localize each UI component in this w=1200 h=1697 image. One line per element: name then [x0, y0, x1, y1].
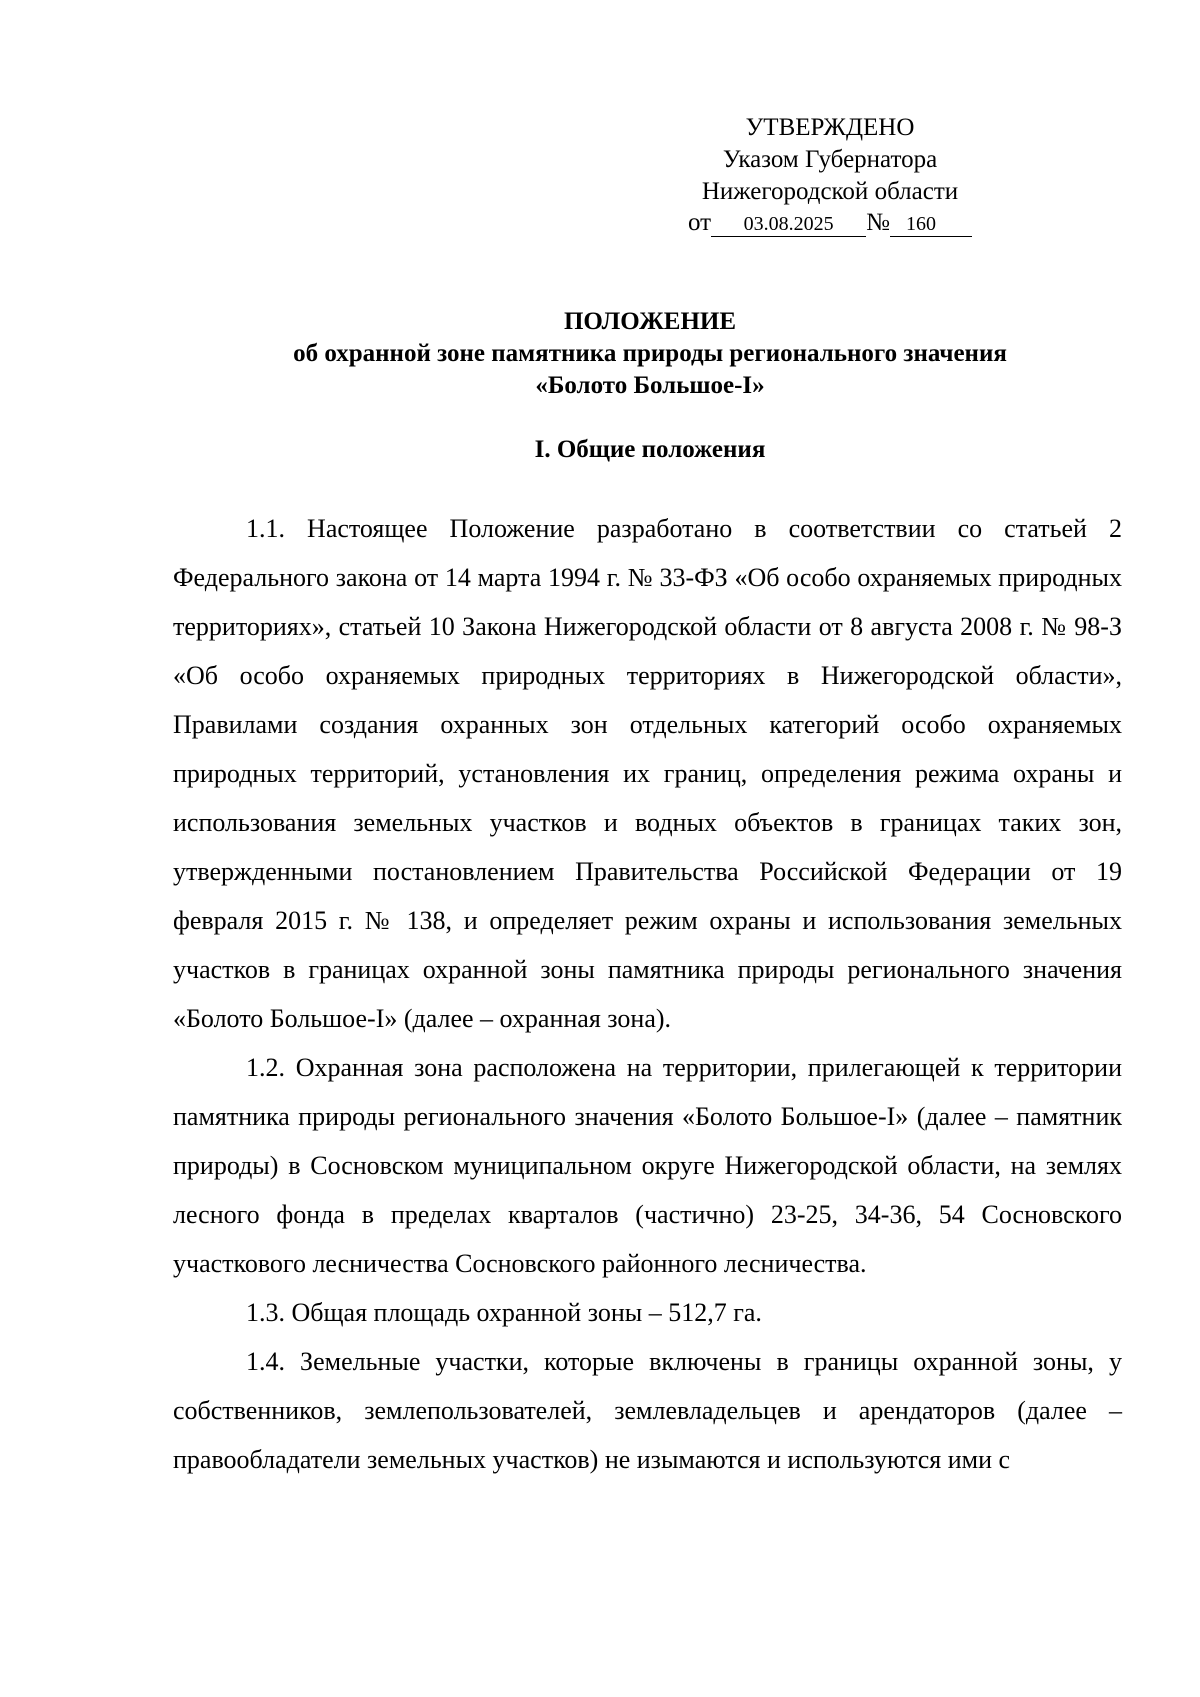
- section-heading: I. Общие положения: [534, 436, 766, 463]
- number-label: №: [866, 209, 890, 236]
- decree-text: Указом Губернатора: [722, 146, 938, 173]
- paragraph-1-1: 1.1. Настоящее Положение разработано в соответствии со статьей 2 Федерального закона от 14 марта 1994 г. № 33-ФЗ «Об особо охраняемых природных территориях», статьей 10 Закона Нижегородской области от 8 августа 2008 г. № 98-З «Об особо охраняемых природных территориях в Нижегородской области», Правилами создания охранных зон отдельных категорий особо охраняемых природных территорий, установления их границ, определения режима охраны и использования земельных участков и водных объектов в границах таких зон, утвержденными постановлением Правительства Российской Федерации от 19 февраля 2015 г. № 138, и определяет режим охраны и использования земельных участков в границах охранной зоны памятника природы регионального значения «Болото Большое-I» (далее – охранная зона).: [173, 514, 1122, 1033]
- document-body: [173, 504, 1122, 1484]
- title-line-1: ПОЛОЖЕНИЕ: [563, 308, 737, 335]
- decree-number-field: 160: [890, 212, 972, 237]
- paragraph-1-3: 1.3. Общая площадь охранной зоны – 512,7 га.: [246, 1298, 762, 1327]
- paragraph-1-2: 1.2. Охранная зона расположена на территории, прилегающей к территории памятника природы регионального значения «Болото Большое-I» (далее – памятник природы) в Сосновском муниципальном округе Нижегородской области, на землях лесного фонда в пределах кварталов (частично) 23-25, 34-36, 54 Сосновского участкового лесничества Сосновского районного лесничества.: [173, 1053, 1122, 1278]
- document-title: [0, 306, 1200, 402]
- paragraph-1-4: 1.4. Земельные участки, которые включены в границы охранной зоны, у собственников, землепользователей, землевладельцев и арендаторов (далее – правообладатели земельных участков) не изымаются и используются ими с: [173, 1347, 1122, 1474]
- approved-stamp-text: УТВЕРЖДЕНО: [745, 114, 915, 141]
- title-line-3: «Болото Большое-I»: [535, 372, 765, 399]
- decree-date-field: 03.08.2025: [711, 212, 866, 237]
- region-text: Нижегородской области: [701, 178, 959, 205]
- approval-block: [660, 112, 1000, 239]
- from-label: от: [688, 209, 712, 236]
- title-line-2: об охранной зоне памятника природы регионального значения: [293, 340, 1007, 367]
- date-number-line: [660, 207, 1000, 239]
